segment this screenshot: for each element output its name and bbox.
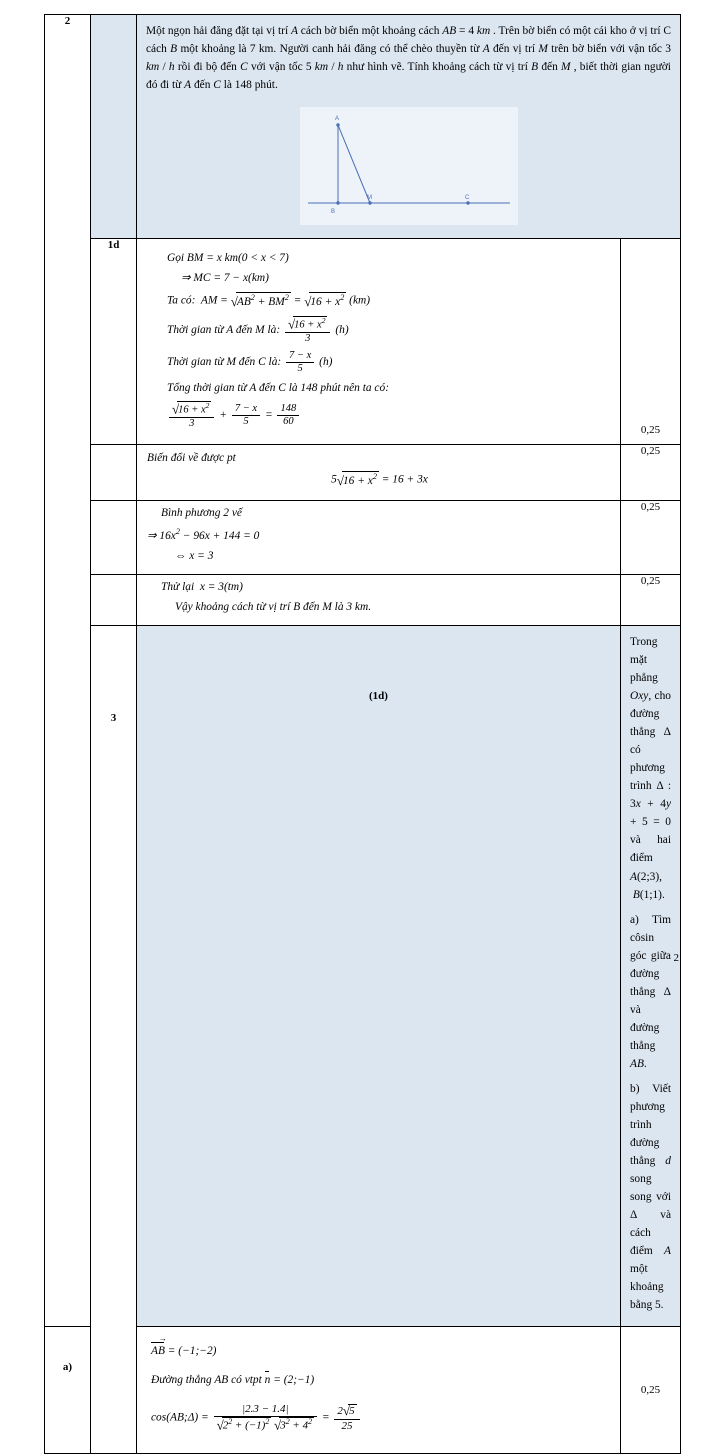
q3-part-label: a): [45, 1326, 91, 1453]
points-cell-q2-b: [91, 444, 137, 500]
step-vay: Vậy khoảng cách từ vị trí B đến M là 3 km.: [175, 601, 372, 614]
figure-label-m: M: [366, 195, 372, 202]
table-row: [45, 444, 681, 500]
q2-figure-wrap: [137, 101, 680, 238]
q3-problem-intro: Trong mặt phẳng Oxy, cho đường thẳng Δ có phương trình Δ : 3x + 4y + 5 = 0 và hai điểm A(2;3), B(1;1).: [630, 636, 671, 901]
step-vtpt: Đường thẳng AB có vtpt n = (2;−1): [151, 1374, 315, 1387]
score-q2-step4: 0,25: [621, 574, 681, 626]
figure-label-c: C: [464, 195, 469, 202]
step-squared-eq: $5√16 + x^2 = 16 + 3x$: [331, 472, 428, 488]
question-number-2: 2: [45, 15, 91, 1327]
q2-conclusion: [137, 575, 620, 626]
step-am: Ta có: AM = $√AB^2 + BM^2 = √16 + x^2$ (km): [167, 292, 371, 309]
points-cell-q2-d: [91, 574, 137, 626]
table-row: [45, 574, 681, 626]
points-cell-q3: (1d): [137, 626, 621, 1327]
q2-square-cell: [137, 501, 621, 575]
step-equation: $\frac{√16 + x^2}{3}$ + $\frac{7 - x}{5}$ = $\frac{148}{60}$: [167, 401, 612, 430]
points-cell-q2-top: [91, 15, 137, 239]
table-row: [45, 626, 681, 1327]
step-ab-vector: AB = (−1;−2): [151, 1344, 217, 1357]
step-thu-lai: Thử lại x = 3(tm): [161, 580, 243, 593]
figure-label-a: A: [334, 116, 339, 123]
step-time-mc: Thời gian từ M đến C là: $\frac{7 - x}{5}$ (h): [167, 350, 333, 375]
step-cosine: cos(AB;Δ) = $\frac{|2.3 - 1.4|}{√2^2 + (-1)^2 √3^2 + 4^2}$ = $\frac{2√5}{25}$: [151, 1403, 612, 1433]
page-number: 2: [673, 952, 679, 964]
question-number-3: 3: [91, 626, 137, 1454]
score-q2-step3: 0,25: [621, 501, 681, 575]
q2-solution-cell: [137, 239, 621, 445]
step-root: ⇔ x = 3: [175, 549, 214, 562]
q2-transform-cell: [137, 444, 621, 500]
step-quadratic: ⇒ $16x^2 - 96x + 144 = 0$: [147, 526, 260, 542]
step-mc: ⇒ MC = 7 − x(km): [181, 272, 269, 285]
q3-problem-a: a) Tìm côsin góc giữa đường thẳng Δ và đường thẳng AB.: [630, 913, 671, 1070]
q3-solution-cell: [137, 1326, 621, 1453]
points-cell-q2: 1d: [91, 239, 137, 445]
score-q3-a: 0,25: [621, 1326, 681, 1453]
step-goi: Gọi BM = x km(0 < x < 7): [167, 252, 289, 265]
table-row: [45, 15, 681, 239]
step-total-time: Tổng thời gian từ A đến C là 148 phút nên ta có:: [167, 381, 389, 394]
q2-problem-text: Một ngọn hải đăng đặt tại vị trí A cách bờ biển một khoảng cách AB = 4 km . Trên bờ biển có một cái kho ở vị trí C cách B một khoảng là 7 km. Người canh hải đăng có thể chèo thuyền từ A đến vị trí M trên bờ biển với vận tốc 3 km / h rồi đi bộ đến C với vận tốc 5 km / h như hình vẽ. Tính khoảng cách từ vị trí B đến M , biết thời gian người đó đi từ A đến C là 148 phút.: [146, 25, 671, 92]
q3-problem-cell: [621, 626, 681, 1327]
score-q2-step1: 0,25: [621, 239, 681, 445]
q2-problem-cell: [137, 15, 681, 239]
q2-transform: [137, 445, 620, 500]
q3-problem-b: b) Viết phương trình đường thẳng d song song với Δ và cách điểm A một khoảng bằng 5.: [630, 1082, 671, 1311]
score-q2-step2: 0,25: [621, 444, 681, 500]
table-row: [45, 239, 681, 445]
step-bien-doi: Biến đổi về được pt: [147, 451, 236, 464]
table-row: [45, 501, 681, 575]
table-row: [45, 1326, 681, 1453]
lighthouse-diagram: [300, 107, 518, 225]
diagram-svg: [300, 107, 518, 225]
answer-table: [44, 14, 681, 1454]
figure-label-b: B: [330, 209, 335, 216]
q2-solution-steps: [137, 239, 620, 444]
step-time-am: Thời gian từ A đến M là: $\frac{√16 + x^2}{3}$ (h): [167, 315, 349, 344]
q2-square: [137, 501, 620, 574]
q3-solution-steps: [137, 1327, 620, 1453]
step-binh-phuong: Bình phương 2 vế: [161, 507, 242, 520]
q2-conclusion-cell: [137, 574, 621, 626]
points-cell-q2-c: [91, 501, 137, 575]
